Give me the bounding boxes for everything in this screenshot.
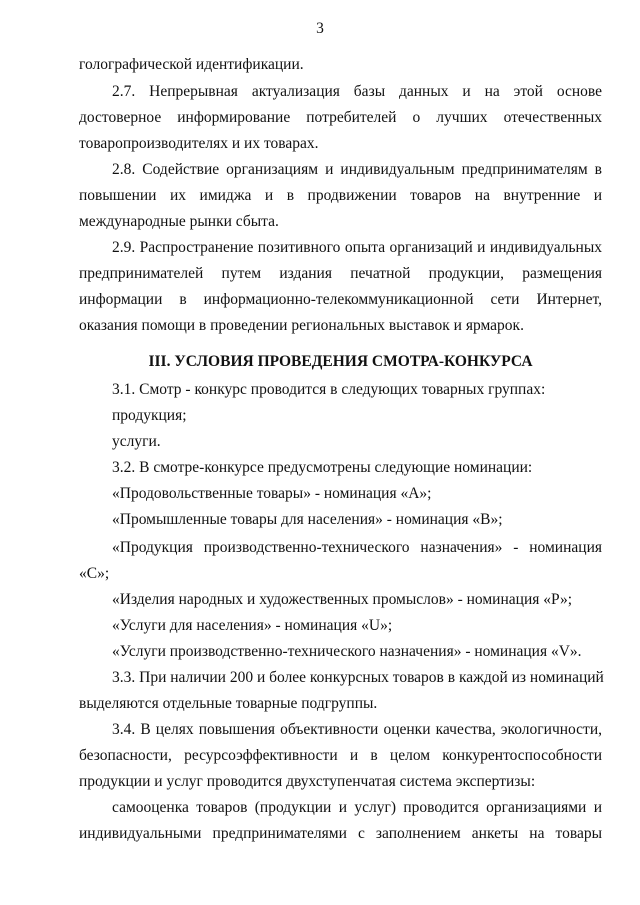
text-line: индивидуальными предпринимателями с заполнением анкеты на товары <box>79 825 602 842</box>
text-line: «Промышленные товары для населения» - номинация «В»; <box>112 511 503 528</box>
text-line: самооценка товаров (продукции и услуг) проводится организациями и <box>112 799 602 816</box>
text-line: голографической идентификации. <box>79 56 304 73</box>
text-line: 2.8. Содействие организациям и индивидуальным предпринимателям в <box>112 161 602 178</box>
text-line: выделяются отдельные товарные подгруппы. <box>79 695 378 712</box>
section-heading: III. УСЛОВИЯ ПРОВЕДЕНИЯ СМОТРА-КОНКУРСА <box>148 353 533 370</box>
text-line: предпринимателей путем издания печатной продукции, размещения <box>79 265 602 282</box>
text-line: оказания помощи в проведении региональных выставок и ярмарок. <box>79 317 524 334</box>
text-line: повышении их имиджа и в продвижении товаров на внутренние и <box>79 187 602 204</box>
text-line: товаропроизводителях и их товарах. <box>79 135 319 152</box>
text-line: 3.3. При наличии 200 и более конкурсных товаров в каждой из номинаций <box>112 669 604 686</box>
text-line: международные рынки сбыта. <box>79 213 279 230</box>
text-line: «Продовольственные товары» - номинация «А»; <box>112 485 432 502</box>
text-line: «Изделия народных и художественных промыслов» - номинация «Р»; <box>112 591 573 608</box>
text-line: 2.9. Распространение позитивного опыта организаций и индивидуальных <box>112 239 602 256</box>
page-number: 3 <box>316 20 324 37</box>
text-line: безопасности, ресурсоэффективности и в целом конкурентоспособности <box>79 747 602 764</box>
text-line: «Услуги производственно-технического назначения» - номинация «V». <box>112 643 582 660</box>
text-line: 2.7. Непрерывная актуализация базы данных и на этой основе <box>112 83 602 100</box>
text-line: 3.2. В смотре-конкурсе предусмотрены следующие номинации: <box>112 459 533 476</box>
text-line: услуги. <box>112 433 161 450</box>
text-line: 3.1. Смотр - конкурс проводится в следующих товарных группах: <box>112 381 546 398</box>
text-line: «Продукция производственно-технического назначения» - номинация <box>112 539 602 556</box>
text-line: информации в информационно-телекоммуникационной сети Интернет, <box>79 291 602 308</box>
text-line: продукция; <box>112 407 187 424</box>
text-line: продукции и услуг проводится двухступенчатая система экспертизы: <box>79 773 536 790</box>
text-line: «Услуги для населения» - номинация «U»; <box>112 617 393 634</box>
text-line: «С»; <box>79 565 110 582</box>
text-line: достоверное информирование потребителей о лучших отечественных <box>79 109 602 126</box>
text-line: 3.4. В целях повышения объективности оценки качества, экологичности, <box>112 721 602 738</box>
